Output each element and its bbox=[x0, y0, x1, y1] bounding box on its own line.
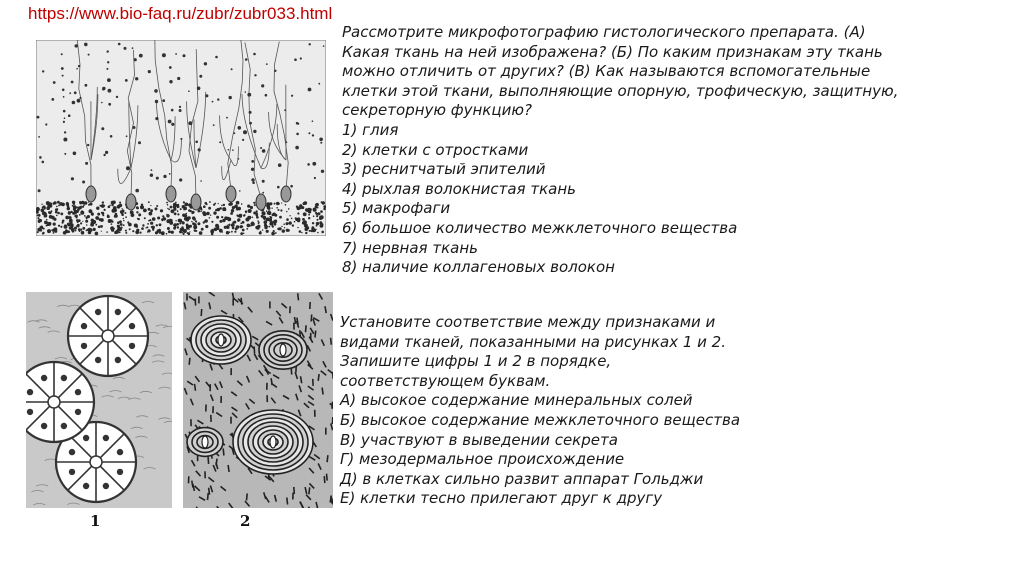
question-1-line-2: Какая ткань на ней изображена? (Б) По каким признакам эту ткань bbox=[342, 42, 883, 61]
nerve-tissue-micrograph bbox=[36, 40, 326, 236]
epithelium-drawing bbox=[26, 292, 172, 508]
bone-svg bbox=[183, 292, 333, 508]
question-1-option-3: 3) реснитчатый эпителий bbox=[342, 160, 546, 179]
question-1-option-8: 8) наличие коллагеновых волокон bbox=[342, 258, 615, 277]
figure-label-2: 2 bbox=[240, 512, 251, 530]
question-2 bbox=[340, 313, 810, 509]
question-1-line-5: секреторную функцию? bbox=[342, 101, 532, 120]
question-1-text bbox=[342, 23, 1017, 121]
question-1-option-2: 2) клетки с отростками bbox=[342, 140, 529, 159]
question-1 bbox=[342, 23, 1017, 278]
bone-tissue-drawing bbox=[183, 292, 333, 508]
question-1-option-4: 4) рыхлая волокнистая ткань bbox=[342, 179, 576, 198]
question-1-line-1: Рассмотрите микрофотографию гистологического препарата. (А) bbox=[342, 23, 866, 41]
epithelium-svg bbox=[26, 292, 172, 508]
question-1-line-4: клетки этой ткани, выполняющие опорную, трофическую, защитную, bbox=[342, 81, 899, 100]
question-2-line-2: видами тканей, показанными на рисунках 1 и 2. bbox=[340, 332, 726, 351]
question-2-option-6: Е) клетки тесно прилегают друг к другу bbox=[340, 489, 663, 508]
figure-label-1: 1 bbox=[90, 512, 101, 530]
question-2-options bbox=[340, 391, 810, 509]
question-2-option-5: Д) в клетках сильно развит аппарат Гольджи bbox=[340, 469, 704, 488]
question-2-text bbox=[340, 313, 810, 391]
question-1-option-7: 7) нервная ткань bbox=[342, 238, 478, 257]
question-2-line-1: Установите соответствие между признаками и bbox=[340, 313, 716, 331]
question-1-line-3: можно отличить от других? (В) Как называются вспомогательные bbox=[342, 62, 871, 81]
question-2-option-3: В) участвуют в выведении секрета bbox=[340, 430, 618, 449]
question-2-option-4: Г) мезодермальное происхождение bbox=[340, 450, 625, 469]
micrograph-drawing bbox=[36, 40, 326, 236]
question-1-option-1: 1) глия bbox=[342, 120, 399, 139]
question-2-line-4: соответствующем буквам. bbox=[340, 371, 551, 390]
question-2-option-2: Б) высокое содержание межклеточного вещества bbox=[340, 410, 741, 429]
question-2-line-3: Запишите цифры 1 и 2 в порядке, bbox=[340, 352, 612, 371]
question-1-option-5: 5) макрофаги bbox=[342, 199, 451, 218]
question-1-option-6: 6) большое количество межклеточного вещества bbox=[342, 218, 738, 237]
source-url[interactable]: https://www.bio-faq.ru/zubr/zubr033.html bbox=[28, 4, 333, 23]
question-1-options bbox=[342, 121, 1017, 278]
question-2-option-1: А) высокое содержание минеральных солей bbox=[340, 391, 693, 410]
